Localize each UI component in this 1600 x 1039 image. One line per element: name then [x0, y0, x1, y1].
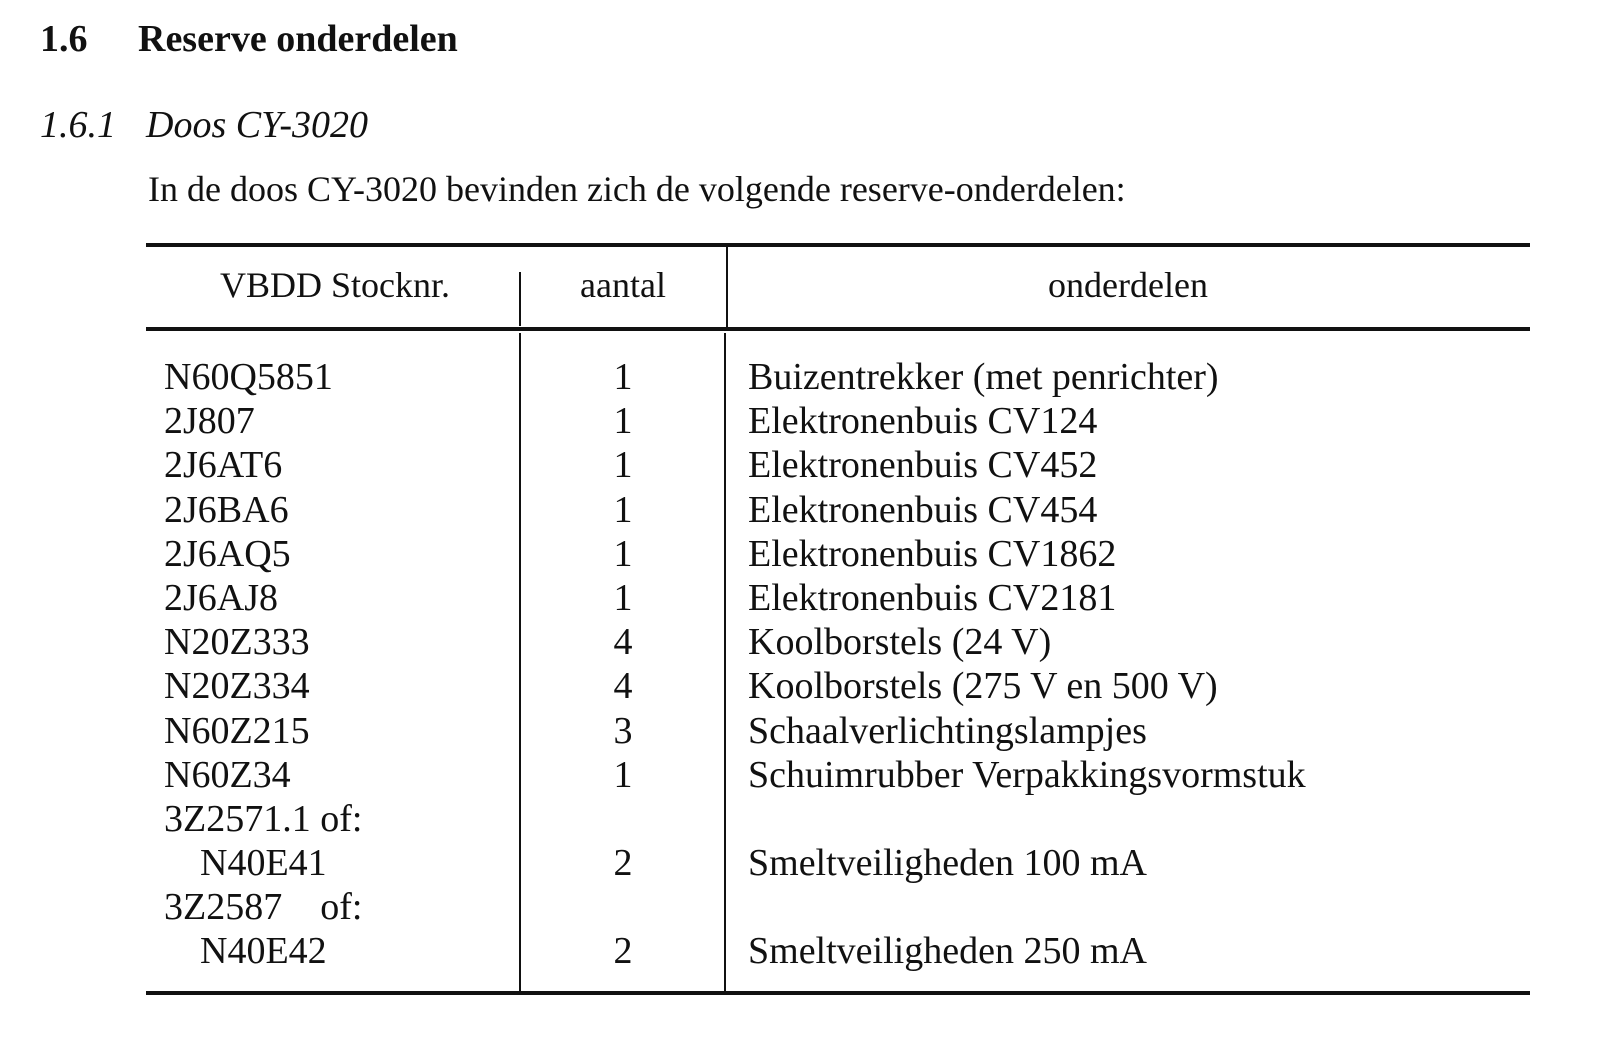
- part-cell: Elektronenbuis CV124: [748, 400, 1098, 443]
- count-cell: 4: [613, 621, 633, 664]
- count-cell: 1: [613, 356, 633, 398]
- table-row: [0, 399, 1600, 443]
- table-row: [0, 753, 1600, 797]
- stock-number-cell: N40E42: [200, 930, 327, 973]
- count-cell: 1: [613, 532, 633, 575]
- table-top-rule: [146, 243, 1530, 247]
- table-bottom-rule: [146, 991, 1530, 995]
- part-cell: Elektronenbuis CV1862: [748, 532, 1117, 575]
- part-cell: Elektronenbuis CV452: [748, 444, 1098, 487]
- stock-number-cell: 2J6AT6: [164, 444, 283, 487]
- part-cell: Elektronenbuis CV454: [748, 488, 1098, 531]
- count-cell: 1: [613, 753, 633, 796]
- stock-number-cell: 3Z2587 of:: [164, 886, 363, 929]
- table-row: [0, 443, 1600, 487]
- table-row: [0, 841, 1600, 885]
- table-row: [0, 620, 1600, 664]
- header-count: aantal: [580, 265, 666, 305]
- stock-number-cell: N60Z215: [164, 709, 310, 752]
- subsection-title: Doos CY-3020: [146, 104, 369, 146]
- stock-number-cell: 2J6AJ8: [164, 576, 279, 619]
- count-cell: 2: [613, 842, 633, 885]
- stock-number-cell: 2J807: [164, 400, 255, 443]
- part-cell: Koolborstels (24 V): [748, 621, 1052, 664]
- part-cell: Schaalverlichtingslampjes: [748, 709, 1147, 752]
- table-row: [0, 355, 1600, 399]
- count-cell: 2: [613, 930, 633, 973]
- stock-number-cell: N20Z333: [164, 621, 310, 664]
- subsection-number: 1.6.1: [40, 104, 116, 146]
- table-row: [0, 576, 1600, 620]
- section-heading: [40, 14, 458, 64]
- table-row: [0, 664, 1600, 708]
- stock-number-cell: 2J6AQ5: [164, 532, 291, 575]
- table-row: [0, 532, 1600, 576]
- part-cell: Schuimrubber Verpakkingsvormstuk: [748, 753, 1306, 796]
- stock-number-cell: N40E41: [200, 842, 327, 885]
- part-cell: Smeltveiligheden 100 mA: [748, 842, 1147, 885]
- count-cell: 1: [613, 488, 633, 531]
- part-cell: Smeltveiligheden 250 mA: [748, 930, 1147, 973]
- part-cell: Buizentrekker (met penrichter): [748, 356, 1219, 398]
- part-cell: Elektronenbuis CV2181: [748, 576, 1117, 619]
- count-cell: 1: [613, 444, 633, 487]
- header-parts: onderdelen: [1048, 265, 1208, 305]
- table-row: [0, 488, 1600, 532]
- stock-number-cell: 2J6BA6: [164, 488, 289, 531]
- table-body: [0, 355, 1600, 974]
- count-cell: 4: [613, 665, 633, 708]
- stock-number-cell: N60Q5851: [164, 356, 333, 398]
- stock-number-cell: N20Z334: [164, 665, 310, 708]
- count-cell: 1: [613, 400, 633, 443]
- subsection-heading: [40, 100, 368, 150]
- stock-number-cell: N60Z34: [164, 753, 291, 796]
- count-cell: 3: [613, 709, 633, 752]
- header-stock-number: VBDD Stocknr.: [219, 265, 450, 305]
- table-row: [0, 709, 1600, 753]
- intro-text: In de doos CY-3020 bevinden zich de volgende reserve-onderdelen:: [148, 169, 1126, 209]
- table-header-rule: [146, 327, 1530, 331]
- part-cell: Koolborstels (275 V en 500 V): [748, 665, 1218, 708]
- table-row: [0, 797, 1600, 841]
- table-row: [0, 929, 1600, 973]
- section-number: 1.6: [40, 18, 88, 60]
- section-title: Reserve onderdelen: [138, 18, 458, 60]
- table-row: [0, 885, 1600, 929]
- stock-number-cell: 3Z2571.1 of:: [164, 797, 363, 840]
- count-cell: 1: [613, 576, 633, 619]
